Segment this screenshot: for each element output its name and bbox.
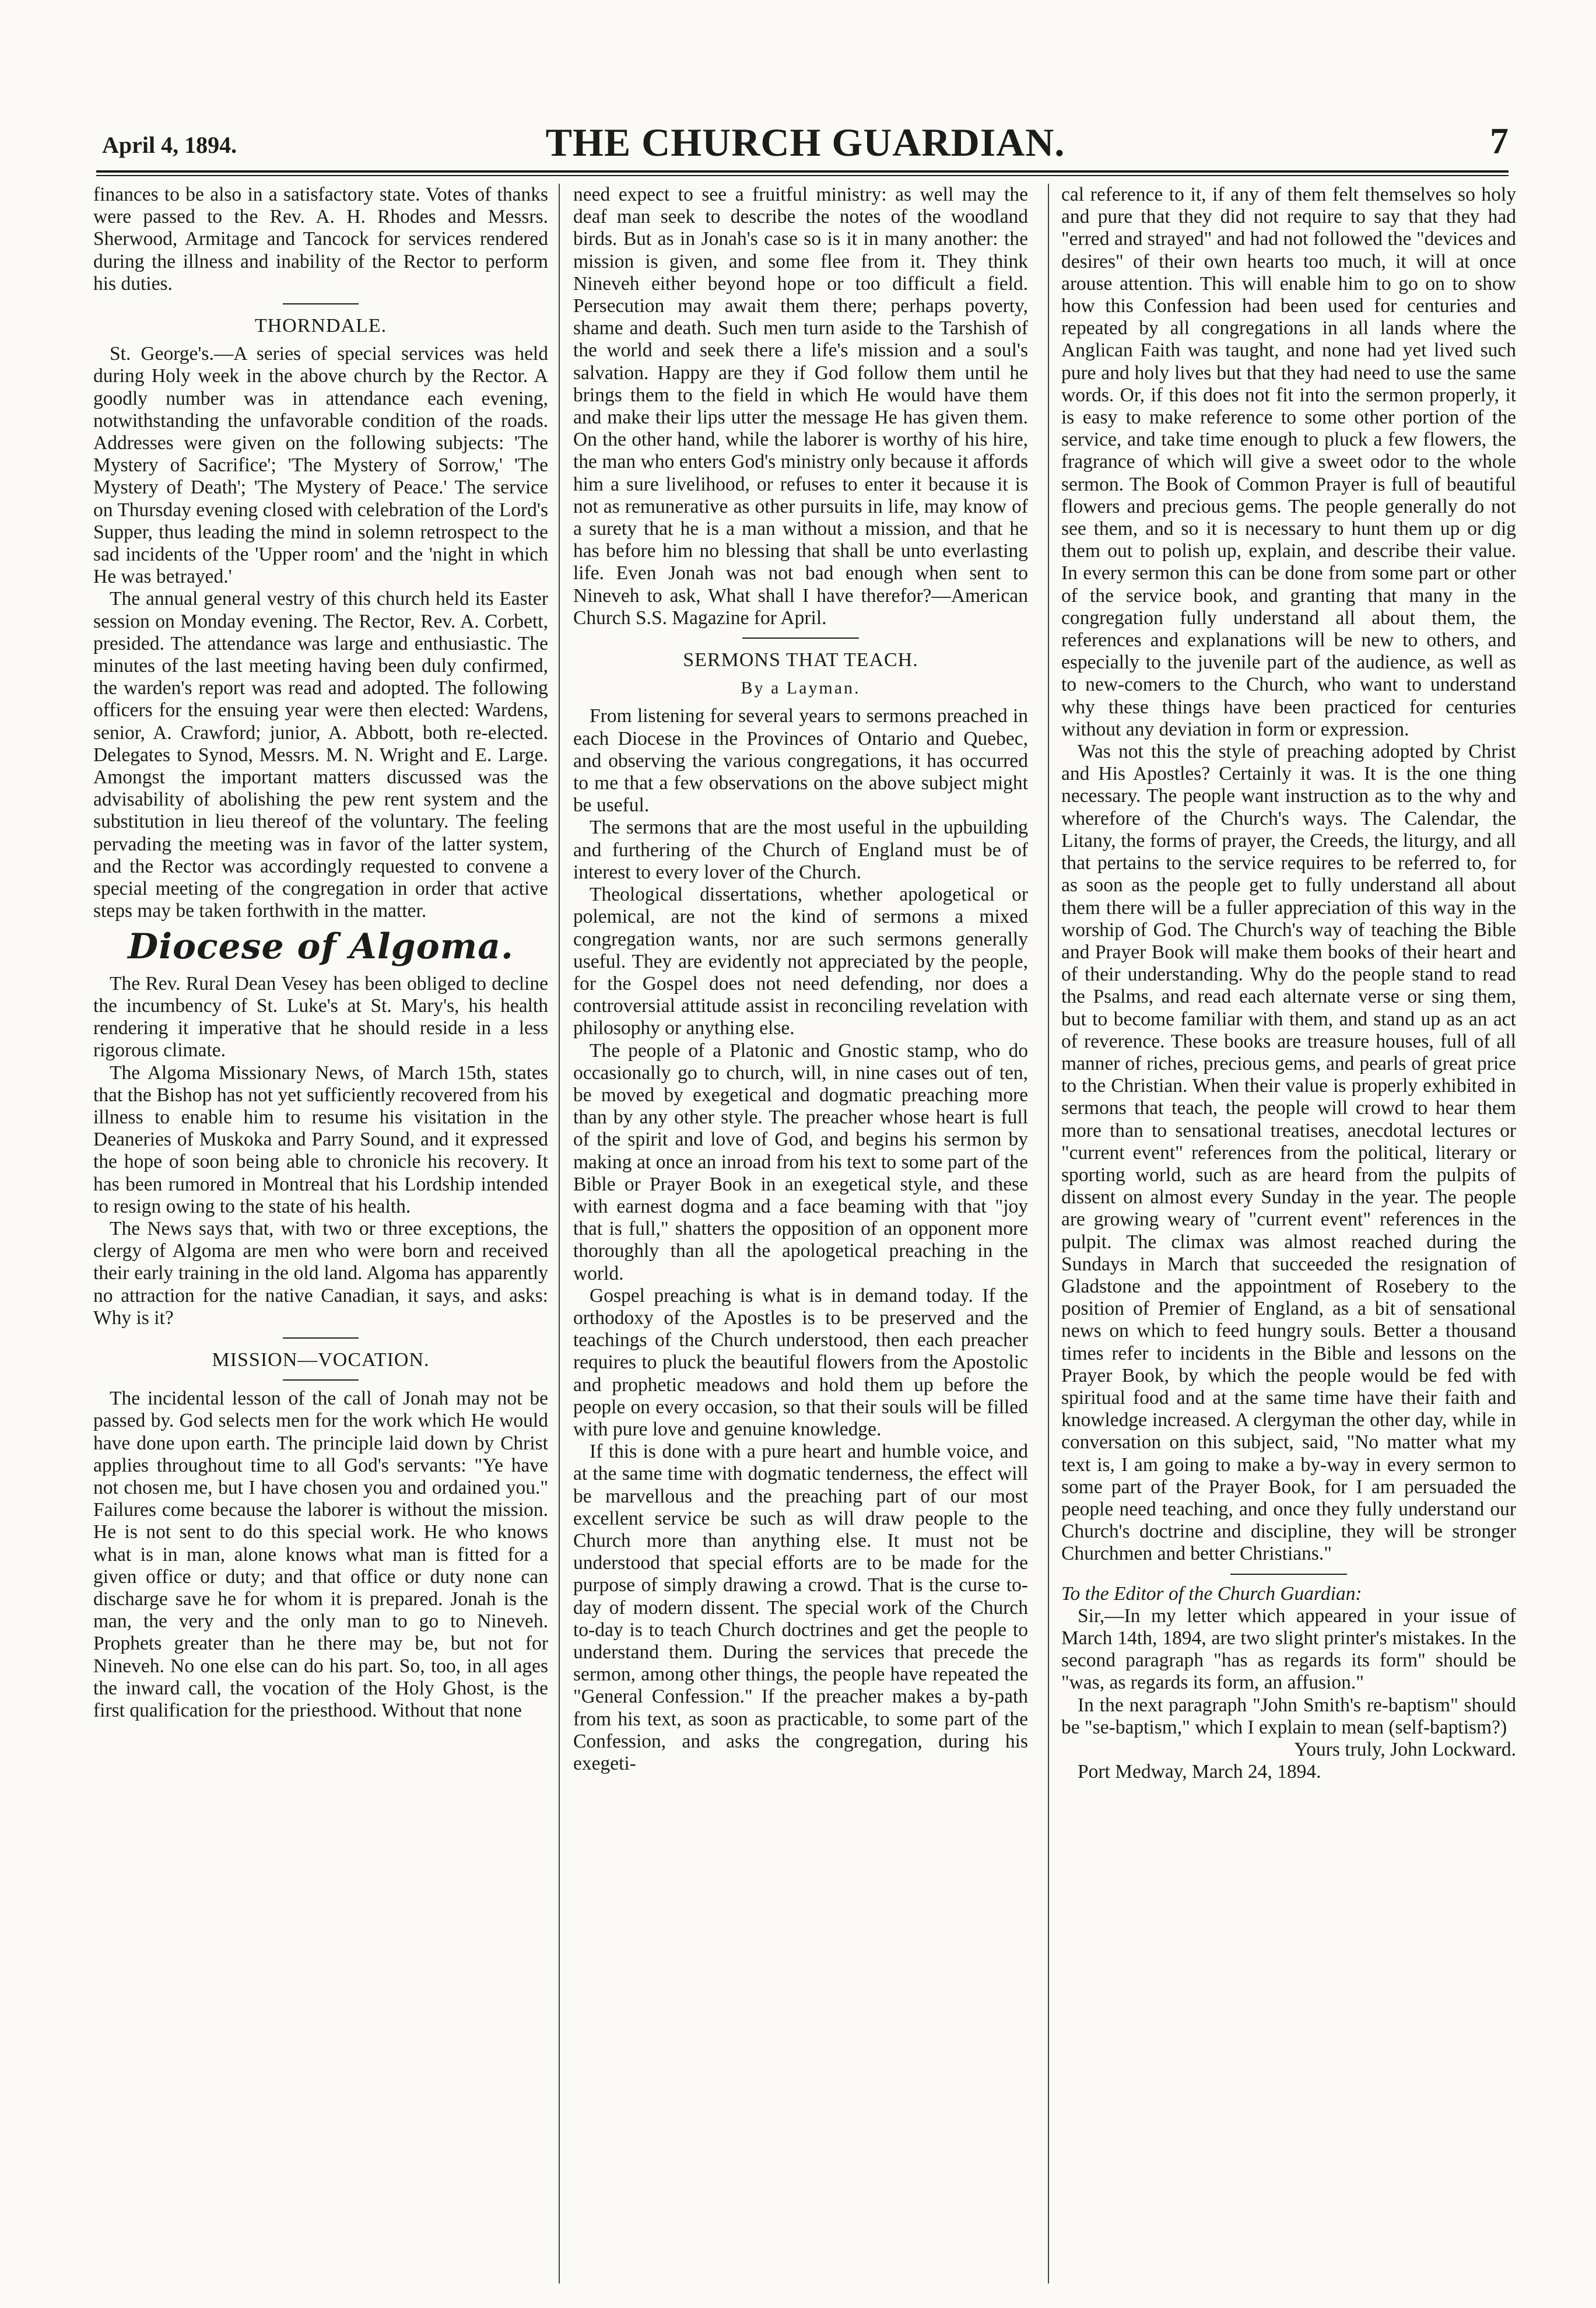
paragraph: In the next paragraph "John Smith's re-baptism" should be "se-baptism," which I explain to mean (self-baptism?) [1061,1694,1516,1738]
section-heading-mission-vocation: MISSION—VOCATION. [212,1349,430,1371]
section-rule [283,1379,359,1381]
letter-signature: Yours truly, John Lockward. [1294,1739,1516,1761]
section-heading-thorndale: THORNDALE. [254,315,387,337]
paragraph: St. George's.—A series of special services was held during Holy week in the above church by the Rector. A goodly number was in attendance each evening, notwithstanding the unfavorable condition of the roads. Addresses were given on the following subjects: 'The Mystery of Sacrifice'; 'The Mystery of Sorrow,' 'The Mystery of Death'; 'The Mystery of Peace.' The service on Thursday evening closed with celebration of the Lord's Supper, thus leading the mind in solemn retrospect to the sad incidents of the 'Upper room' and the 'night in which He was betrayed.' [93,343,548,588]
paragraph: need expect to see a fruitful ministry: as well may the deaf man seek to describe the notes of the woodland birds. But as in Jonah's case so is it in many another: the mission is given, and some flee from it. They think Nineveh either beyond hope or too difficult a field. Persecution may await them there; perhaps poverty, shame and death. Such men turn aside to the Tarshish of the world and seek there a life's mission and a soul's salvation. Happy are they if God follow them until he brings them to the field in which He would have them and make their lips utter the message He has given them. On the other hand, while the laborer is worthy of his hire, the man who enters God's ministry only because it affords him a sure livelihood, or refuses to enter it because it is not as remunerative as other pursuits in life, may know of a surety that he is a man without a mission, and that he has before him no blessing that shall be unto everlasting life. Even Jonah was not bad enough when sent to Nineveh to ask, What shall I have therefor?—American Church S.S. Magazine for April. [573,184,1028,629]
paragraph: Sir,—In my letter which appeared in your issue of March 14th, 1894, are two slight printer's mistakes. In the second paragraph "has as regards its form" should be "was, as regards its form, an affusion." [1061,1605,1516,1694]
section-rule [283,1337,359,1339]
header-rule-thin [96,175,1509,176]
newspaper-title: THE CHURCH GUARDIAN. [545,120,1065,164]
paragraph: cal reference to it, if any of them felt themselves so holy and pure that they did not require to say that they had "erred and strayed" and had not followed the "devices and desires" of their own hearts too much, it will at once arouse attention. This will enable him to go on to show how this Confession had been used for centuries and repeated by all congregations in all lands where the Anglican Faith was taught, and none had yet lived such pure and holy lives but that they had need to use the same words. Or, if this does not fit into the sermon properly, it is easy to make reference to some other portion of the service, and take time enough to pluck a few flowers, the fragrance of which will give a sweet odor to the whole sermon. The Book of Common Prayer is full of beautiful flowers and precious gems. The people generally do not see them, and so it is necessary to hunt them up or dig them out to polish up, explain, and describe their value. In every sermon this can be done from some part or other of the service book, and granting that many in the congregation fully understand all about them, the references and explanations will be new to others, and especially to the juvenile part of the audience, as well as to new-comers to the Church, who want to understand why these things have been practiced for centuries without any deviation in form or expression. [1061,184,1516,740]
issue-date: April 4, 1894. [102,132,237,158]
paragraph: finances to be also in a satisfactory state. Votes of thanks were passed to the Rev. A. H. Rhodes and Messrs. Sherwood, Armitage and Tancock for services rendered during the illness and inability of the Rector to perform his duties. [93,184,548,295]
paragraph: The annual general vestry of this church held its Easter session on Monday evening. The Rector, Rev. A. Corbett, presided. The attendance was large and enthusiastic. The minutes of the last meeting having been duly confirmed, the warden's report was read and adopted. The following officers for the ensuing year were then elected: Wardens, senior, A. Crawford; junior, A. Abbott, both re-elected. Delegates to Synod, Messrs. M. N. Wright and E. Large. Amongst the important matters discussed was the advisability of abolishing the pew rent system and the substitution in lieu thereof of the voluntary. The feeling pervading the meeting was in favor of the latter system, and the Rector was accordingly requested to convene a special meeting of the congregation in order that active steps may be taken forthwith in the matter. [93,588,548,922]
column-divider [1048,184,1049,2284]
paragraph: If this is done with a pure heart and humble voice, and at the same time with dogmatic tenderness, the effect will be marvellous and the preaching part of our most excellent service be such as will draw people to the Church more than anything else. It must not be understood that special efforts are to be made for the purpose of simply drawing a crowd. That is the curse to-day of modern dissent. The special work of the Church to-day is to teach Church doctrines and get the people to understand them. During the services that precede the sermon, among other things, the people have repeated the "General Confession." If the preacher makes a by-path from his text, as soon as practicable, to some part of the Confession, and asks the congregation, during his exegeti- [573,1441,1028,1775]
byline: By a Layman. [741,678,861,698]
letter-salutation: To the Editor of the Church Guardian: [1061,1582,1362,1605]
section-rule [283,303,359,304]
column-2 [573,184,1028,2278]
paragraph: The incidental lesson of the call of Jonah may not be passed by. God selects men for the work which He would have done upon earth. The principle laid down by Christ applies throughout time to all God's servants: "Ye have not chosen me, but I have chosen you and ordained you." Failures come because the laborer is without the mission. He is not sent to do this special work. He who knows what is in man, alone knows what man is fitted for a given office or duty; and that office or duty none can discharge save he for whom it is prepared. Jonah is the man, the very and the only man to go to Nineveh. Prophets greater than he there may be, but not for Nineveh. No one else can do his part. So, too, in all ages the inward call, the vocation of the Holy Ghost, is the first qualification for the priesthood. Without that none [93,1388,548,1721]
masthead [102,120,1509,166]
paragraph: The Rev. Rural Dean Vesey has been obliged to decline the incumbency of St. Luke's at St. Mary's, his health rendering it imperative that he should reside in a less rigorous climate. [93,972,548,1062]
paragraph: The sermons that are the most useful in the upbuilding and furthering of the Church of England must be of interest to every lover of the Church. [573,817,1028,883]
column-1 [93,184,548,2278]
paragraph: The people of a Platonic and Gnostic stamp, who do occasionally go to church, will, in nine cases out of ten, be moved by exegetical and dogmatic preaching more than by any other style. The preacher whose heart is full of the spirit and love of God, and begins his sermon by making at once an inroad from his text to some part of the Bible or Prayer Book in an exegetical style, and these with earnest dogma and a face beaming with that "joy that is full," shatters the opposition of an opponent more thoroughly than all the apologetical preaching in the world. [573,1039,1028,1284]
paragraph: Theological dissertations, whether apologetical or polemical, are not the kind of sermons a mixed congregation wants, nor are such sermons generally useful. They are evidently not appreciated by the people, for the Gospel does not need defending, nor does a controversial attitude assist in reconciling revelation with philosophy or anything else. [573,884,1028,1039]
paragraph: From listening for several years to sermons preached in each Diocese in the Provinces of Ontario and Quebec, and observing the various congregations, it has occurred to me that a few observations on the above subject might be useful. [573,705,1028,817]
section-rule [1230,1574,1347,1575]
paragraph: Gospel preaching is what is in demand today. If the orthodoxy of the Apostles is to be preserved and the teachings of the Church understood, then each preacher requires to pluck the beautiful flowers from the Apostolic and prophetic meadows and hold them up before the people on every occasion, so that their souls will be filled with pure love and genuine knowledge. [573,1284,1028,1440]
paragraph: The News says that, with two or three exceptions, the clergy of Algoma are men who were born and received their early training in the old land. Algoma has apparently no attraction for the native Canadian, it says, and asks: Why is it? [93,1217,548,1329]
section-rule [742,638,859,639]
section-heading-sermons: SERMONS THAT TEACH. [683,649,918,671]
column-3 [1061,184,1516,2278]
paragraph: The Algoma Missionary News, of March 15th, states that the Bishop has not yet sufficiently recovered from his illness to enable him to resume his visitation in the Deaneries of Muskoka and Parry Sound, and it expressed the hope of soon being able to chronicle his recovery. It has been rumored in Montreal that his Lordship intended to resign owing to the state of his health. [93,1062,548,1217]
letter-place-date: Port Medway, March 24, 1894. [1078,1761,1321,1783]
paragraph: Was not this the style of preaching adopted by Christ and His Apostles? Certainly it was. It is the one thing necessary. The people want instruction as to the why and wherefore of the Church's ways. The Calendar, the Litany, the forms of prayer, the Creeds, the liturgy, and all that pertains to the service requires to be referred to, for as soon as the people get to fully understand all about them there will be a fuller appreciation of this way in the worship of God. The Church's way of teaching the Bible and Prayer Book will make them books of their heart and of their understanding. Why do the people stand to read the Psalms, and read each alternate verse or sing them, but to become familiar with them, and stand up as an act of reverence. These books are treasure houses, full of all manner of riches, precious gems, and pearls of great price to the Christian. When their value is properly exhibited in sermons that teach, the people will crowd to hear them more than to sensational treatises, anecdotal lectures or "current event" references from the political, literary or sporting world, such as are heard from the pulpits of dissent on almost every Sunday in the year. The people are growing weary of "current event" references in the pulpit. The climax was almost reached during the Sundays in March that succeeded the resignation of Gladstone and the appointment of Rosebery to the position of Premier of England, as a bit of sensational news on which to feed hungry souls. Better a thousand times refer to incidents in the Bible and lessons on the Prayer Book, by which the people would be fed with spiritual food and at the same time have their faith and knowledge increased. A clergyman the other day, while in conversation on this subject, said, "No matter what my text is, I am going to make a by-way in every sermon to some part of the Prayer Book, for I am persuaded the people need teaching, and once they fully understand our Church's doctrine and discipline, they will be stronger Churchmen and better Christians." [1061,741,1516,1565]
page-number: 7 [1490,120,1509,162]
column-divider [559,184,560,2284]
section-heading-diocese-algoma: Diocese of Algoma. [128,926,514,967]
header-rule [96,170,1509,173]
